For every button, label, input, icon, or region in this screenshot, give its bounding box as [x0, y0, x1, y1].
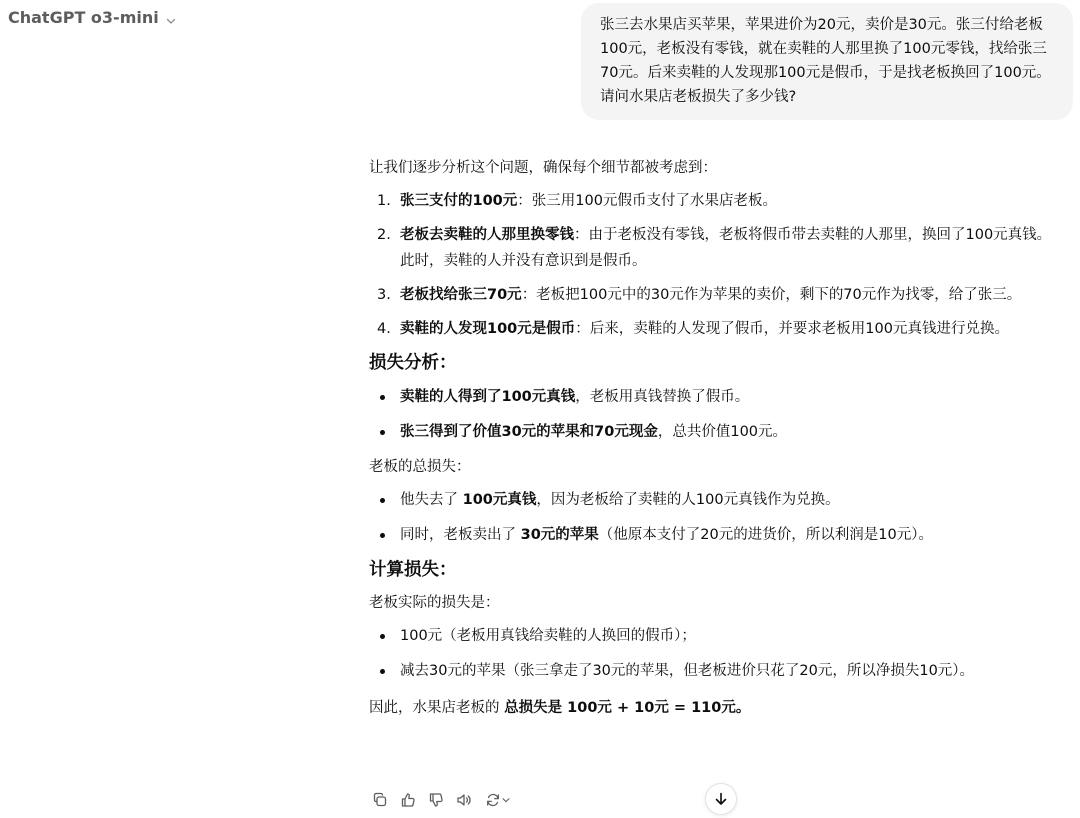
list-item [369, 188, 1059, 214]
item-text: ：老板把100元中的30元作为苹果的卖价，剩下的70元作为找零，给了张三。 [521, 287, 1022, 303]
item-text: 减去30元的苹果（张三拿走了30元的苹果，但老板进价只花了20元，所以净损失10元）。 [400, 663, 975, 679]
bullet [369, 487, 400, 513]
list-item [369, 282, 1059, 308]
item-text: ，因为老板给了卖鞋的人100元真钱作为兑换。 [536, 492, 840, 508]
conclusion-bold: 总损失是 100元 + 10元 = 110元。 [504, 700, 751, 716]
list-item [369, 222, 1059, 274]
model-name: ChatGPT o3-mini [8, 8, 159, 27]
bullet [369, 384, 400, 410]
scroll-to-bottom-button[interactable] [705, 783, 737, 815]
list-item [369, 658, 1059, 684]
model-selector[interactable] [8, 8, 177, 27]
list-item [369, 384, 1059, 410]
steps-list [369, 188, 1059, 342]
list-item [369, 316, 1059, 342]
regenerate-button[interactable] [481, 789, 515, 811]
bold-text: 老板找给张三70元 [400, 287, 522, 303]
item-text: ，老板用真钱替换了假币。 [575, 389, 750, 405]
boss-loss-list [369, 487, 1059, 548]
bold-text: 老板去卖鞋的人那里换零钱 [400, 227, 574, 243]
copy-icon[interactable] [369, 789, 391, 811]
item-text: ，总共价值100元。 [657, 424, 788, 440]
chevron-down-icon [165, 12, 177, 24]
bold-text: 100元真钱 [462, 492, 537, 508]
item-text: 100元（老板用真钱给卖鞋的人换回的假币）； [400, 628, 696, 644]
chevron-down-icon [501, 795, 511, 805]
bullet [369, 623, 400, 649]
list-number: 1. [377, 193, 391, 209]
bold-text: 卖鞋的人得到了100元真钱 [400, 389, 576, 405]
bold-text: 30元的苹果 [520, 527, 599, 543]
section-heading-loss: 损失分析： [369, 353, 457, 373]
boss-total-label: 老板的总损失： [369, 459, 471, 475]
item-prefix: 他失去了 [400, 492, 463, 508]
calc-list [369, 623, 1059, 684]
user-message: 张三去水果店买苹果，苹果进价为20元，卖价是30元。张三付给老板100元，老板没有零钱，就在卖鞋的人那里换了100元零钱，找给张三70元。后来卖鞋的人发现那100元是假币，于是找老板换回了100元。请问水果店老板损失了多少钱? [581, 3, 1073, 120]
conclusion [369, 696, 1059, 720]
bullet [369, 522, 400, 548]
item-prefix: 同时，老板卖出了 [400, 527, 521, 543]
regenerate-icon [485, 792, 501, 808]
item-text: ：张三用100元假币支付了水果店老板。 [517, 193, 777, 209]
arrow-down-icon [713, 791, 729, 807]
bold-text: 张三得到了价值30元的苹果和70元现金 [400, 424, 658, 440]
thumbs-down-icon[interactable] [425, 789, 447, 811]
list-number: 4. [377, 321, 391, 337]
item-text: ：由于老板没有零钱，老板将假币带去卖鞋的人那里，换回了100元真钱。此时，卖鞋的人并没有意识到是假币。 [400, 227, 1052, 269]
list-item [369, 419, 1059, 445]
list-number: 3. [377, 287, 391, 303]
intro-text: 让我们逐步分析这个问题，确保每个细节都被考虑到： [369, 160, 717, 176]
assistant-message [369, 156, 1059, 720]
bold-text: 张三支付的100元 [400, 193, 518, 209]
list-item [369, 487, 1059, 513]
bullet [369, 419, 400, 445]
bullet [369, 658, 400, 684]
list-item [369, 623, 1059, 649]
section-heading-calc: 计算损失： [369, 560, 457, 580]
item-text: ：后来，卖鞋的人发现了假币，并要求老板用100元真钱进行兑换。 [575, 321, 1009, 337]
message-actions [369, 789, 515, 811]
thumbs-up-icon[interactable] [397, 789, 419, 811]
list-item [369, 522, 1059, 548]
list-number: 2. [377, 227, 391, 243]
item-text: （他原本支付了20元的进货价，所以利润是10元）。 [598, 527, 933, 543]
read-aloud-icon[interactable] [453, 789, 475, 811]
actual-loss-label: 老板实际的损失是： [369, 595, 500, 611]
loss-list [369, 384, 1059, 445]
bold-text: 卖鞋的人发现100元是假币 [400, 321, 576, 337]
conclusion-text: 因此，水果店老板的 [369, 700, 505, 716]
